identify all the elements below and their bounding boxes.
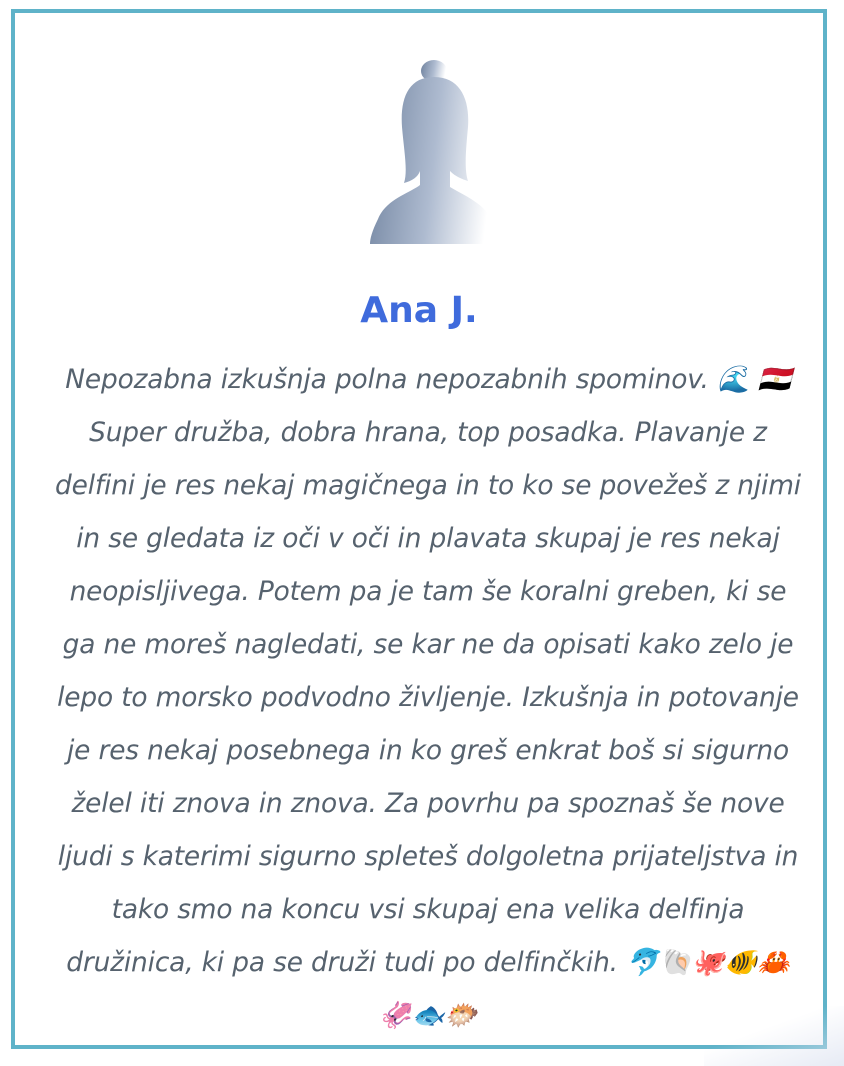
- review-text: Nepozabna izkušnja polna nepozabnih spominov. 🌊 🇪🇬 Super družba, dobra hrana, top posadka. Plavanje z delfini je res nekaj magičnega in to ko se povežeš z njimi in se gledata iz oči v oči in plavata skupaj je res nekaj neopisljivega. Potem pa je tam še koralni greben, ki se ga ne moreš nagledati, se kar ne da opisati kako zelo je lepo to morsko podvodno življenje. Izkušnja in potovanje je res nekaj posebnega in ko greš enkrat boš si sigurno želel iti znova in znova. Za povrhu pa spoznaš še nove ljudi s katerimi sigurno spleteš dolgoletna prijateljstva in tako smo na koncu vsi skupaj ena velika delfinja družinica, ki pa se druži tudi po delfinčkih. 🐬🐚🐙🐠🦀🦑🐟🐡: [55, 364, 801, 1031]
- reviewer-name: Ana J.: [360, 290, 478, 331]
- review-card: [11, 9, 827, 1049]
- female-user-silhouette-icon: [364, 59, 500, 244]
